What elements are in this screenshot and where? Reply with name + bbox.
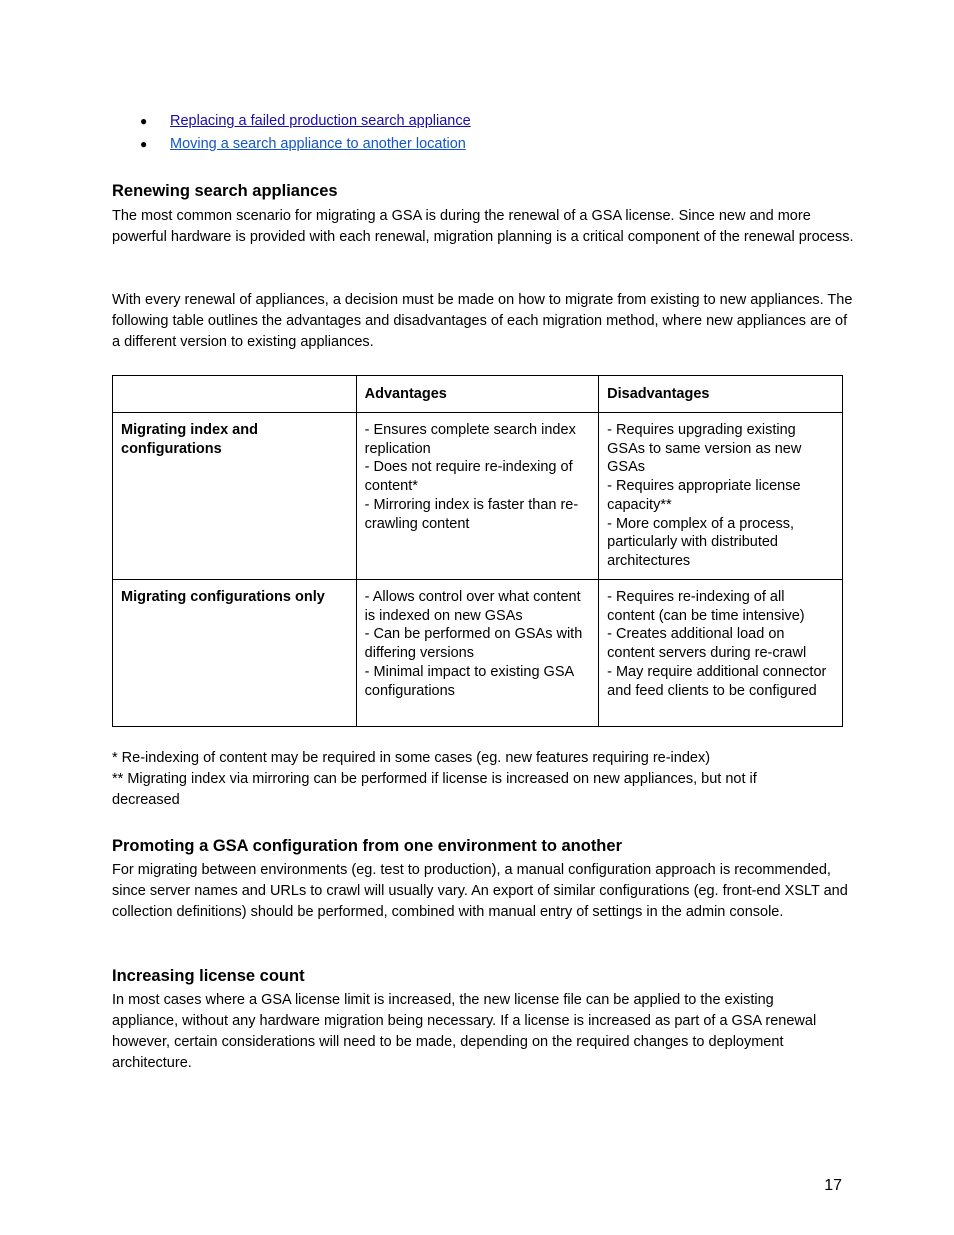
table-header-cell: [113, 376, 357, 413]
migration-comparison-table: [112, 375, 843, 727]
table-cell-line: - Does not require re-indexing of content*: [364, 459, 573, 495]
table-cell-line: - Can be performed on GSAs with differing versions: [364, 626, 583, 662]
bullet-icon: ●: [140, 137, 148, 151]
heading-renewing: Renewing search appliances: [112, 182, 338, 200]
table-cell-line: - More complex of a process, particularly with distributed architectures: [607, 515, 795, 569]
heading-increasing-license: Increasing license count: [112, 967, 305, 985]
paragraph-renewing-1: The most common scenario for migrating a GSA is during the renewal of a GSA license. Since new and more powerful hardware is provided with each renewal, migration planning is a critical component of the renewal process.: [112, 208, 854, 245]
table-row-label: Migrating configurations only: [113, 580, 357, 727]
table-cell-line: - Allows control over what content is indexed on new GSAs: [364, 589, 581, 624]
footnote-2: ** Migrating index via mirroring can be performed if license is increased on new appliances, but not if decreased: [112, 771, 757, 808]
table-row-label: Migrating index and configurations: [113, 413, 357, 580]
table-cell-line: - May require additional connector and feed clients to be configured: [607, 663, 827, 699]
footnote-1: * Re-indexing of content may be required in some cases (eg. new features requiring re-index): [112, 750, 711, 766]
table-header-cell: Advantages: [356, 376, 598, 413]
table-cell-line: - Requires upgrading existing GSAs to same version as new GSAs: [607, 422, 802, 476]
table-cell-line: - Creates additional load on content servers during re-crawl: [607, 626, 807, 662]
heading-promoting: Promoting a GSA configuration from one environment to another: [112, 837, 622, 855]
table-cell-disadvantages: [599, 580, 843, 727]
table-cell-disadvantages: [599, 413, 843, 580]
list-item: [112, 133, 612, 156]
table-row: [113, 413, 843, 580]
table-header-row: [113, 376, 843, 413]
table-row: [113, 580, 843, 727]
paragraph-renewing-2: With every renewal of appliances, a decision must be made on how to migrate from existing to new appliances. The following table outlines the advantages and disadvantages of each migration method, where new appliances are of a different version to existing appliances.: [112, 292, 853, 350]
related-links-list: [112, 110, 612, 156]
link-moving-appliance[interactable]: Moving a search appliance to another location: [170, 136, 466, 152]
bullet-icon: ●: [140, 114, 148, 128]
page-number: 17: [824, 1177, 842, 1194]
table-cell-line: - Ensures complete search index replication: [364, 422, 576, 457]
paragraph-increasing-license: In most cases where a GSA license limit is increased, the new license file can be applied to the existing appliance, without any hardware migration being necessary. If a license is increased as part of a GSA renewal however, certain considerations will need to be made, depending on the required changes to deployment architecture.: [112, 992, 817, 1071]
table-cell-line: - Minimal impact to existing GSA configurations: [364, 663, 574, 699]
table-cell-line: - Requires appropriate license capacity**: [607, 478, 801, 513]
table-cell-line: - Mirroring index is faster than re-crawling content: [364, 496, 579, 532]
link-replacing-failed-appliance[interactable]: Replacing a failed production search appliance: [170, 113, 471, 129]
paragraph-promoting: For migrating between environments (eg. test to production), a manual configuration approach is recommended, since server names and URLs to crawl will usually vary. An export of similar configurations (eg. front-end XSLT and collection definitions) should be performed, combined with manual entry of settings in the admin console.: [112, 862, 848, 920]
list-item: [112, 110, 612, 133]
table-cell-line: - Requires re-indexing of all content (can be time intensive): [607, 589, 805, 624]
table-cell-advantages: [356, 413, 598, 580]
table-header-cell: Disadvantages: [599, 376, 843, 413]
table-cell-advantages: [356, 580, 598, 727]
